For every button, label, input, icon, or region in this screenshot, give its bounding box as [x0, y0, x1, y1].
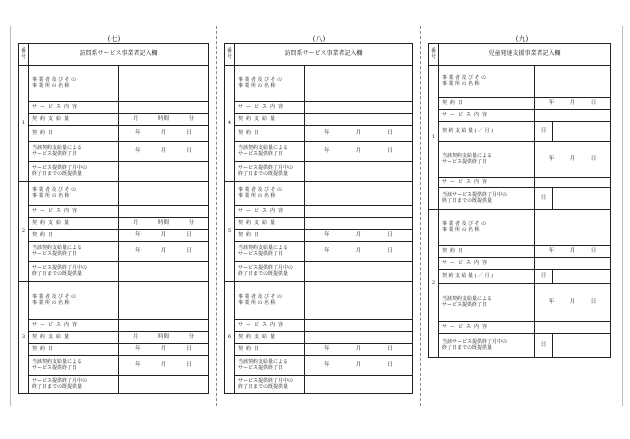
jigyosha-label: 事業者及びその 事業所の名称	[235, 282, 305, 320]
kiteikyo-field[interactable]	[119, 262, 209, 282]
keiyakubi-field[interactable]: 年 月 日	[535, 98, 611, 110]
fold-line-2	[420, 26, 421, 406]
service-label: サービス内容	[439, 110, 535, 122]
right-edge-line	[622, 26, 623, 406]
column-title-7: 訪問系サービス事業者記入欄	[29, 44, 209, 66]
kiteikyo-unit: 日	[535, 334, 553, 358]
keiyakubi-label: 契約日	[439, 98, 535, 110]
service-label: サービス内容	[235, 206, 305, 218]
kyufu-label: 契約支給量	[29, 332, 119, 344]
kiteikyo-field[interactable]	[305, 162, 413, 182]
keiyakubi-field[interactable]: 年 月 日	[305, 230, 413, 242]
shuryo-field[interactable]: 年 月 日	[305, 142, 413, 162]
service-field[interactable]	[535, 178, 611, 188]
shuryo-label: 当該契約支給量による サービス提供終了日	[439, 142, 535, 178]
service-field[interactable]	[119, 320, 209, 332]
shuryo-field[interactable]: 年 月 日	[535, 284, 611, 322]
kyufu-unit: 日	[535, 270, 553, 284]
kyufu-field[interactable]: 月 時間 分	[119, 332, 209, 344]
service-label: サービス内容	[29, 206, 119, 218]
shuryo-field[interactable]: 年 月 日	[119, 356, 209, 376]
kyufu-label: 契約支給量	[235, 114, 305, 126]
service-field[interactable]	[305, 206, 413, 218]
service-field[interactable]	[119, 206, 209, 218]
kyufu-per-label: 契約支給量(／月)	[439, 270, 535, 284]
shuryo-label: 当該契約支給量による サービス提供終了日	[235, 142, 305, 162]
shuryo-field[interactable]: 年 月 日	[119, 142, 209, 162]
jigyosha-field[interactable]	[305, 182, 413, 206]
jigyosha-label: 事業者及びその 事業所の名称	[439, 210, 535, 246]
service-label: サービス内容	[29, 102, 119, 114]
shuryo-label: 当該契約支給量による サービス提供終了日	[235, 242, 305, 262]
entry-number: 1	[429, 66, 439, 210]
column-number-9: (九)	[515, 35, 529, 43]
bango-header: 番号	[225, 44, 235, 66]
kyufu-per-label: 契約支給量(／月)	[439, 122, 535, 142]
service-field[interactable]	[535, 110, 611, 122]
kiteikyo-label: サービス提供終了月中の 終了日までの既提供量	[29, 162, 119, 182]
entry-number: 2	[19, 182, 29, 282]
kiteikyo-label: サービス提供終了月中の 終了日までの既提供量	[235, 162, 305, 182]
service-field[interactable]	[305, 320, 413, 332]
entry-number: 2	[429, 210, 439, 358]
service-label: サービス内容	[439, 178, 535, 188]
form-table-8	[224, 43, 413, 394]
jigyosha-label: 事業者及びその 事業所の名称	[235, 182, 305, 206]
kiteikyo-field[interactable]	[553, 188, 611, 210]
keiyakubi-field[interactable]: 年 月 日	[119, 126, 209, 142]
keiyakubi-label: 契約日	[235, 126, 305, 142]
keiyakubi-field[interactable]: 年 月 日	[535, 246, 611, 258]
service-label: サービス内容	[439, 258, 535, 270]
kiteikyo-field[interactable]	[119, 376, 209, 394]
kyufu-label: 契約支給量	[29, 218, 119, 230]
jigyosha-label: 事業者及びその 事業所の名称	[29, 282, 119, 320]
entry-number: 6	[225, 282, 235, 394]
shuryo-field[interactable]: 年 月 日	[305, 242, 413, 262]
keiyakubi-label: 契約日	[235, 344, 305, 356]
column-number-8: (八)	[312, 35, 326, 43]
service-field[interactable]	[305, 102, 413, 114]
kyufu-field[interactable]	[305, 218, 413, 230]
jigyosha-label: 事業者及びその 事業所の名称	[29, 66, 119, 102]
entry-number: 1	[19, 66, 29, 182]
entry-number: 3	[19, 282, 29, 394]
service-field[interactable]	[535, 258, 611, 270]
bango-header: 番号	[19, 44, 29, 66]
shuryo-label: 当該契約支給量による サービス提供終了日	[29, 142, 119, 162]
kiteikyo-field[interactable]	[305, 376, 413, 394]
kyufu-label: 契約支給量	[29, 114, 119, 126]
kyufu-field[interactable]	[553, 122, 611, 142]
kiteikyo-label: 当該サービス提供終了月中の 終了日までの既提供量	[439, 334, 535, 358]
kiteikyo-field[interactable]	[305, 262, 413, 282]
kyufu-unit: 日	[535, 122, 553, 142]
kyufu-field[interactable]	[305, 332, 413, 344]
kiteikyo-label: サービス提供終了月中の 終了日までの既提供量	[29, 376, 119, 394]
kiteikyo-label: サービス提供終了月中の 終了日までの既提供量	[235, 262, 305, 282]
kyufu-field[interactable]	[553, 270, 611, 284]
keiyakubi-field[interactable]: 年 月 日	[305, 344, 413, 356]
keiyakubi-field[interactable]: 年 月 日	[305, 126, 413, 142]
column-number-7: (七)	[107, 35, 121, 43]
shuryo-label: 当該契約支給量による サービス提供終了日	[29, 242, 119, 262]
shuryo-field[interactable]: 年 月 日	[119, 242, 209, 262]
jigyosha-label: 事業者及びその 事業所の名称	[439, 66, 535, 98]
jigyosha-field[interactable]	[119, 66, 209, 102]
bango-header: 番号	[429, 44, 439, 66]
shuryo-field[interactable]: 年 月 日	[535, 142, 611, 178]
jigyosha-field[interactable]	[535, 66, 611, 98]
form-table-9	[428, 43, 611, 358]
kiteikyo-field[interactable]	[553, 334, 611, 358]
left-edge-line	[10, 26, 11, 406]
form-table-7	[18, 43, 209, 394]
shuryo-label: 当該契約支給量による サービス提供終了日	[29, 356, 119, 376]
column-title-8: 訪問系サービス事業者記入欄	[235, 44, 413, 66]
keiyakubi-label: 契約日	[29, 344, 119, 356]
jigyosha-field[interactable]	[119, 282, 209, 320]
entry-number: 5	[225, 182, 235, 282]
jigyosha-field[interactable]	[119, 182, 209, 206]
keiyakubi-field[interactable]: 年 月 日	[119, 230, 209, 242]
service-label: サービス内容	[235, 102, 305, 114]
service-label: サービス内容	[439, 322, 535, 334]
kyufu-field[interactable]: 月 時間 分	[119, 218, 209, 230]
keiyakubi-label: 契約日	[29, 126, 119, 142]
service-field[interactable]	[535, 322, 611, 334]
kyufu-field[interactable]: 月 時間 分	[119, 114, 209, 126]
kiteikyo-label: 当該サービス提供終了月中の 終了日までの既提供量	[439, 188, 535, 210]
fold-line-1	[216, 26, 217, 406]
kiteikyo-label: サービス提供終了月中の 終了日までの既提供量	[29, 262, 119, 282]
kyufu-field[interactable]	[305, 114, 413, 126]
kiteikyo-unit: 日	[535, 188, 553, 210]
jigyosha-field[interactable]	[305, 66, 413, 102]
jigyosha-field[interactable]	[535, 210, 611, 246]
jigyosha-label: 事業者及びその 事業所の名称	[29, 182, 119, 206]
keiyakubi-label: 契約日	[439, 246, 535, 258]
column-title-9: 児童発達支援事業者記入欄	[439, 44, 611, 66]
kiteikyo-field[interactable]	[119, 162, 209, 182]
jigyosha-label: 事業者及びその 事業所の名称	[235, 66, 305, 102]
keiyakubi-label: 契約日	[29, 230, 119, 242]
kyufu-label: 契約支給量	[235, 218, 305, 230]
keiyakubi-field[interactable]: 年 月 日	[119, 344, 209, 356]
kiteikyo-label: サービス提供終了月中の 終了日までの既提供量	[235, 376, 305, 394]
entry-number: 4	[225, 66, 235, 182]
service-field[interactable]	[119, 102, 209, 114]
keiyakubi-label: 契約日	[235, 230, 305, 242]
kyufu-label: 契約支給量	[235, 332, 305, 344]
service-label: サービス内容	[29, 320, 119, 332]
shuryo-label: 当該契約支給量による サービス提供終了日	[439, 284, 535, 322]
shuryo-label: 当該契約支給量による サービス提供終了日	[235, 356, 305, 376]
shuryo-field[interactable]: 年 月 日	[305, 356, 413, 376]
jigyosha-field[interactable]	[305, 282, 413, 320]
service-label: サービス内容	[235, 320, 305, 332]
